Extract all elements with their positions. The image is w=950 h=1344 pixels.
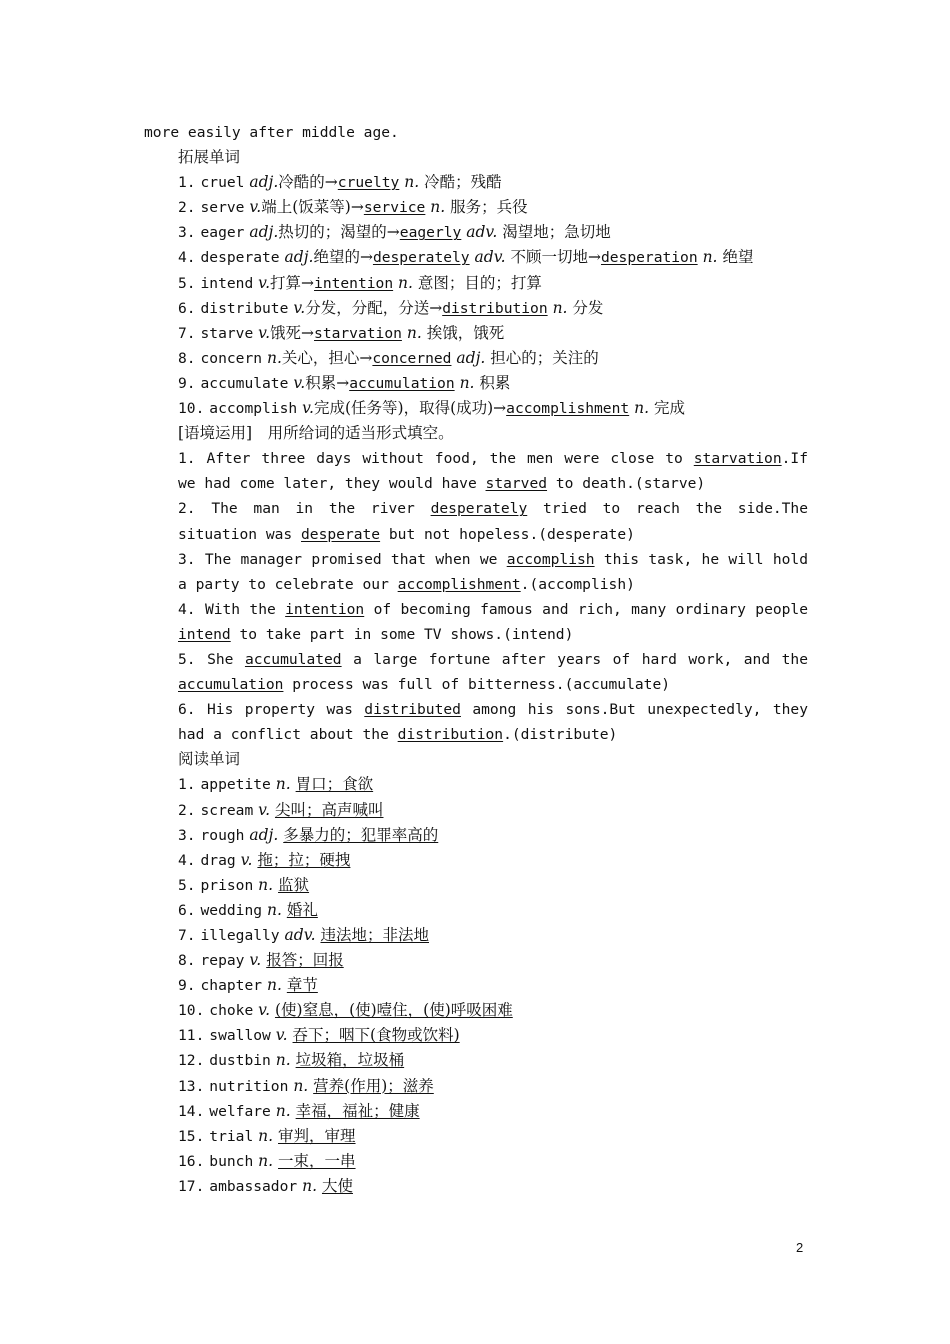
reading-item <box>144 1174 808 1199</box>
definition: 热切的；渴望的→ <box>278 223 400 242</box>
item-number: 16. <box>178 1152 205 1170</box>
derived-part-of-speech: adj. <box>456 348 486 367</box>
derived-word: concerned <box>372 349 452 367</box>
word-meaning: 幸福，福祉；健康 <box>295 1101 420 1120</box>
vocab-word: illegally <box>200 927 280 944</box>
part-of-speech: v. <box>275 1026 288 1045</box>
sentence-number: 6. <box>178 701 196 719</box>
reading-item <box>144 848 808 873</box>
sentence-text: tried to reach the side.The situation was <box>178 500 809 543</box>
derived-definition: 挨饿，饿死 <box>426 323 505 342</box>
sentence-number: 3. <box>178 550 196 568</box>
base-word: distribute <box>200 299 289 317</box>
reading-item <box>144 1023 808 1048</box>
sentence-text: .(distribute) <box>503 726 618 744</box>
answer-blank: desperately <box>430 500 528 518</box>
answer-blank: desperate <box>301 525 381 543</box>
vocab-word: bunch <box>209 1152 254 1170</box>
part-of-speech: v. <box>302 399 314 418</box>
item-number: 9. <box>178 374 196 392</box>
sentence-text: to take part in some TV shows.(intend) <box>230 625 574 643</box>
reading-item <box>144 1048 808 1073</box>
derived-part-of-speech: n. <box>634 399 650 418</box>
sentence-text: process was full of bitterness.(accumulate) <box>283 676 671 694</box>
answer-blank: accomplishment <box>397 575 521 593</box>
derived-word: cruelty <box>337 174 400 192</box>
part-of-speech: n. <box>302 1176 318 1195</box>
answer-blank: accumulation <box>178 676 284 694</box>
derived-part-of-speech: n. <box>552 298 568 317</box>
part-of-speech: v. <box>258 800 271 819</box>
word-meaning: 多暴力的；犯罪率高的 <box>283 825 439 844</box>
part-of-speech: n. <box>293 1076 309 1095</box>
derived-word: service <box>363 199 426 217</box>
definition: 完成(任务等)，取得(成功)→ <box>313 399 507 418</box>
definition: 绝望的→ <box>313 248 373 267</box>
sentence-text: but not hopeless.(desperate) <box>380 525 635 543</box>
derived-word: accomplishment <box>506 400 630 418</box>
reading-item <box>144 798 808 823</box>
reading-item <box>144 1124 808 1149</box>
part-of-speech: v. <box>258 273 271 292</box>
item-number: 4. <box>178 249 196 267</box>
item-number: 2. <box>178 801 196 819</box>
vocab-word: prison <box>200 876 254 894</box>
derived-definition-2: 绝望 <box>722 248 754 267</box>
expand-item <box>144 170 808 195</box>
vocab-word: ambassador <box>209 1177 298 1195</box>
vocab-word: drag <box>200 851 236 869</box>
item-number: 14. <box>178 1102 205 1120</box>
reading-item <box>144 1099 808 1124</box>
context-sentence <box>144 697 808 747</box>
base-word: intend <box>200 274 254 292</box>
part-of-speech: n. <box>266 348 282 367</box>
expand-item <box>144 296 808 321</box>
word-meaning: 垃圾箱，垃圾桶 <box>295 1051 405 1070</box>
reading-item <box>144 998 808 1023</box>
vocab-word: choke <box>209 1002 254 1020</box>
item-number: 8. <box>178 952 196 970</box>
word-meaning: 监狱 <box>278 875 310 894</box>
word-meaning: 胃口；食欲 <box>295 775 374 794</box>
sentence-text: His property was <box>207 701 365 719</box>
sentence-number: 2. <box>178 500 196 518</box>
vocab-word: wedding <box>200 901 263 919</box>
item-number: 5. <box>178 876 196 894</box>
item-number: 3. <box>178 826 196 844</box>
base-word: concern <box>200 349 263 367</box>
definition: 积累→ <box>305 373 350 392</box>
reading-item <box>144 873 808 898</box>
reading-item <box>144 898 808 923</box>
answer-blank: accumulated <box>244 650 342 668</box>
part-of-speech: n. <box>275 1051 291 1070</box>
derived-definition: 渴望地；急切地 <box>502 223 611 242</box>
part-of-speech: adj. <box>249 223 279 242</box>
context-sentence <box>144 496 808 546</box>
derived-word: intention <box>314 274 394 292</box>
part-of-speech: n. <box>275 775 291 794</box>
answer-blank: distributed <box>364 701 461 719</box>
vocab-word: trial <box>209 1127 254 1145</box>
item-number: 15. <box>178 1127 205 1145</box>
base-word: eager <box>200 224 245 242</box>
item-number: 2. <box>178 199 196 217</box>
part-of-speech: v. <box>249 951 262 970</box>
vocab-word: rough <box>200 826 245 844</box>
derived-definition: 服务；兵役 <box>450 198 528 217</box>
sentence-text: .If we had come later, they would have <box>178 450 808 493</box>
sentence-text: to death.(starve) <box>547 475 706 493</box>
item-number: 12. <box>178 1052 205 1070</box>
sentence-text: She <box>207 650 245 668</box>
derived-part-of-speech: adv. <box>474 248 506 267</box>
definition: 饿死→ <box>270 323 315 342</box>
word-meaning: 报答；回报 <box>266 951 344 970</box>
expand-item <box>144 321 808 346</box>
context-sentence <box>144 597 808 647</box>
word-meaning: 一束，一串 <box>278 1151 356 1170</box>
vocab-word: chapter <box>200 977 263 995</box>
derived-part-of-speech: n. <box>459 373 475 392</box>
derived-part-of-speech-2: n. <box>702 248 718 267</box>
word-meaning: (使)窒息，(使)噎住，(使)呼吸困难 <box>274 1001 513 1020</box>
item-number: 11. <box>178 1027 205 1045</box>
derived-part-of-speech: n. <box>406 323 422 342</box>
answer-blank: starved <box>485 475 548 493</box>
derived-definition: 积累 <box>479 373 511 392</box>
part-of-speech: n. <box>258 1151 274 1170</box>
derived-definition: 完成 <box>653 399 685 418</box>
base-word: starve <box>200 324 254 342</box>
reading-heading: 阅读单词 <box>178 750 241 769</box>
reading-item <box>144 973 808 998</box>
item-number: 3. <box>178 224 196 242</box>
base-word: desperate <box>200 249 280 267</box>
word-meaning: 章节 <box>286 976 318 995</box>
word-meaning: 大使 <box>321 1176 353 1195</box>
base-word: serve <box>200 199 245 217</box>
vocab-word: appetite <box>200 776 271 794</box>
expand-item <box>144 195 808 220</box>
word-meaning: 营养(作用)；滋养 <box>313 1076 434 1095</box>
item-number: 10. <box>178 1002 205 1020</box>
base-word: accomplish <box>209 400 298 418</box>
item-number: 17. <box>178 1177 205 1195</box>
context-sentence <box>144 547 808 597</box>
part-of-speech: n. <box>258 1126 274 1145</box>
reading-item <box>144 923 808 948</box>
part-of-speech: v. <box>258 1001 271 1020</box>
derived-word: eagerly <box>399 224 462 242</box>
part-of-speech: n. <box>258 875 274 894</box>
item-number: 1. <box>178 776 196 794</box>
derived-part-of-speech: n. <box>404 173 420 192</box>
intro-line: more easily after middle age. <box>144 124 399 141</box>
vocab-word: dustbin <box>209 1052 271 1070</box>
sentence-text: The manager promised that when we <box>204 550 507 568</box>
part-of-speech: v. <box>249 198 262 217</box>
sentence-text: The man in the river <box>211 500 431 518</box>
expand-heading: 拓展单词 <box>178 148 241 167</box>
item-number: 4. <box>178 851 196 869</box>
expand-item <box>144 396 808 421</box>
answer-blank: intend <box>178 625 231 643</box>
sentence-number: 1. <box>178 450 196 468</box>
item-number: 7. <box>178 927 196 944</box>
derived-definition: 担心的；关注的 <box>490 348 599 367</box>
item-number: 8. <box>178 349 196 367</box>
derived-definition: 不顾一切地→ <box>510 248 601 267</box>
item-number: 6. <box>178 299 196 317</box>
sentence-text: among his sons.But unexpectedly, they had a conflict about the <box>178 701 808 744</box>
item-number: 10. <box>178 400 205 418</box>
base-word: cruel <box>200 174 245 192</box>
page-number: 2 <box>796 1240 804 1255</box>
context-heading: [语境运用] 用所给词的适当形式填空。 <box>178 424 454 443</box>
definition: 打算→ <box>270 273 315 292</box>
context-sentence-list <box>144 446 808 747</box>
item-number: 7. <box>178 324 196 342</box>
answer-blank: distribution <box>397 726 504 744</box>
item-number: 6. <box>178 901 196 919</box>
part-of-speech: n. <box>266 976 282 995</box>
answer-blank: accomplish <box>506 550 595 568</box>
part-of-speech: n. <box>266 900 282 919</box>
derived-word: accumulation <box>349 374 455 392</box>
item-number: 13. <box>178 1077 205 1095</box>
part-of-speech: adj. <box>249 173 279 192</box>
word-meaning: 拖；拉；硬拽 <box>257 850 351 869</box>
derived-word-2: desperation <box>600 249 698 267</box>
answer-blank: starvation <box>693 450 782 468</box>
sentence-text: After three days without food, the men were close to <box>206 450 694 468</box>
expand-item <box>144 346 808 371</box>
derived-definition: 分发 <box>572 298 604 317</box>
reading-item <box>144 948 808 973</box>
expand-item <box>144 271 808 296</box>
sentence-text: this task, he will hold a party to celebrate our <box>178 550 809 593</box>
answer-blank: intention <box>285 600 365 618</box>
part-of-speech: n. <box>275 1101 291 1120</box>
context-sentence <box>144 647 808 697</box>
definition: 关心，担心→ <box>281 348 373 367</box>
vocab-word: welfare <box>209 1102 271 1120</box>
page-text <box>144 120 808 1199</box>
part-of-speech: adj. <box>249 825 279 844</box>
vocab-word: repay <box>200 952 245 970</box>
sentence-text: of becoming famous and rich, many ordinary people <box>364 600 809 618</box>
vocab-word: swallow <box>209 1027 271 1045</box>
word-meaning: 违法地；非法地 <box>320 926 429 944</box>
expand-word-list <box>144 170 808 421</box>
definition: 分发，分配，分送→ <box>305 298 443 317</box>
reading-item <box>144 772 808 797</box>
sentence-text: With the <box>204 600 286 618</box>
expand-item <box>144 245 808 270</box>
derived-definition: 意图；目的；打算 <box>417 273 542 292</box>
word-meaning: 婚礼 <box>286 900 318 919</box>
part-of-speech: adv. <box>284 926 316 944</box>
context-sentence <box>144 446 808 496</box>
reading-item <box>144 1074 808 1099</box>
expand-item <box>144 371 808 396</box>
sentence-number: 4. <box>178 600 196 618</box>
derived-part-of-speech: adv. <box>466 223 498 242</box>
base-word: accumulate <box>200 374 289 392</box>
derived-word: distribution <box>442 299 548 317</box>
definition: 冷酷的→ <box>278 173 338 192</box>
word-meaning: 审判，审理 <box>278 1126 356 1145</box>
derived-part-of-speech: n. <box>430 198 446 217</box>
word-meaning: 吞下；咽下(食物或饮料) <box>292 1026 460 1045</box>
part-of-speech: v. <box>293 373 306 392</box>
part-of-speech: v. <box>258 323 271 342</box>
vocab-word: scream <box>200 801 254 819</box>
item-number: 9. <box>178 977 196 995</box>
reading-item <box>144 1149 808 1174</box>
derived-definition: 冷酷；残酷 <box>424 173 502 192</box>
reading-item <box>144 823 808 848</box>
derived-part-of-speech: n. <box>398 273 413 292</box>
vocab-word: nutrition <box>209 1077 289 1095</box>
sentence-text: a large fortune after years of hard work, and the <box>341 650 808 668</box>
part-of-speech: v. <box>293 298 306 317</box>
derived-word: desperately <box>372 249 470 267</box>
reading-word-list <box>144 772 808 1199</box>
item-number: 1. <box>178 174 196 192</box>
derived-word: starvation <box>314 324 402 342</box>
part-of-speech: adj. <box>284 248 314 267</box>
sentence-number: 5. <box>178 650 196 668</box>
definition: 端上(饭菜等)→ <box>261 198 364 217</box>
sentence-text: .(accomplish) <box>520 575 635 593</box>
expand-item <box>144 220 808 245</box>
word-meaning: 尖叫；高声喊叫 <box>274 800 384 819</box>
part-of-speech: v. <box>240 850 253 869</box>
item-number: 5. <box>178 274 196 292</box>
